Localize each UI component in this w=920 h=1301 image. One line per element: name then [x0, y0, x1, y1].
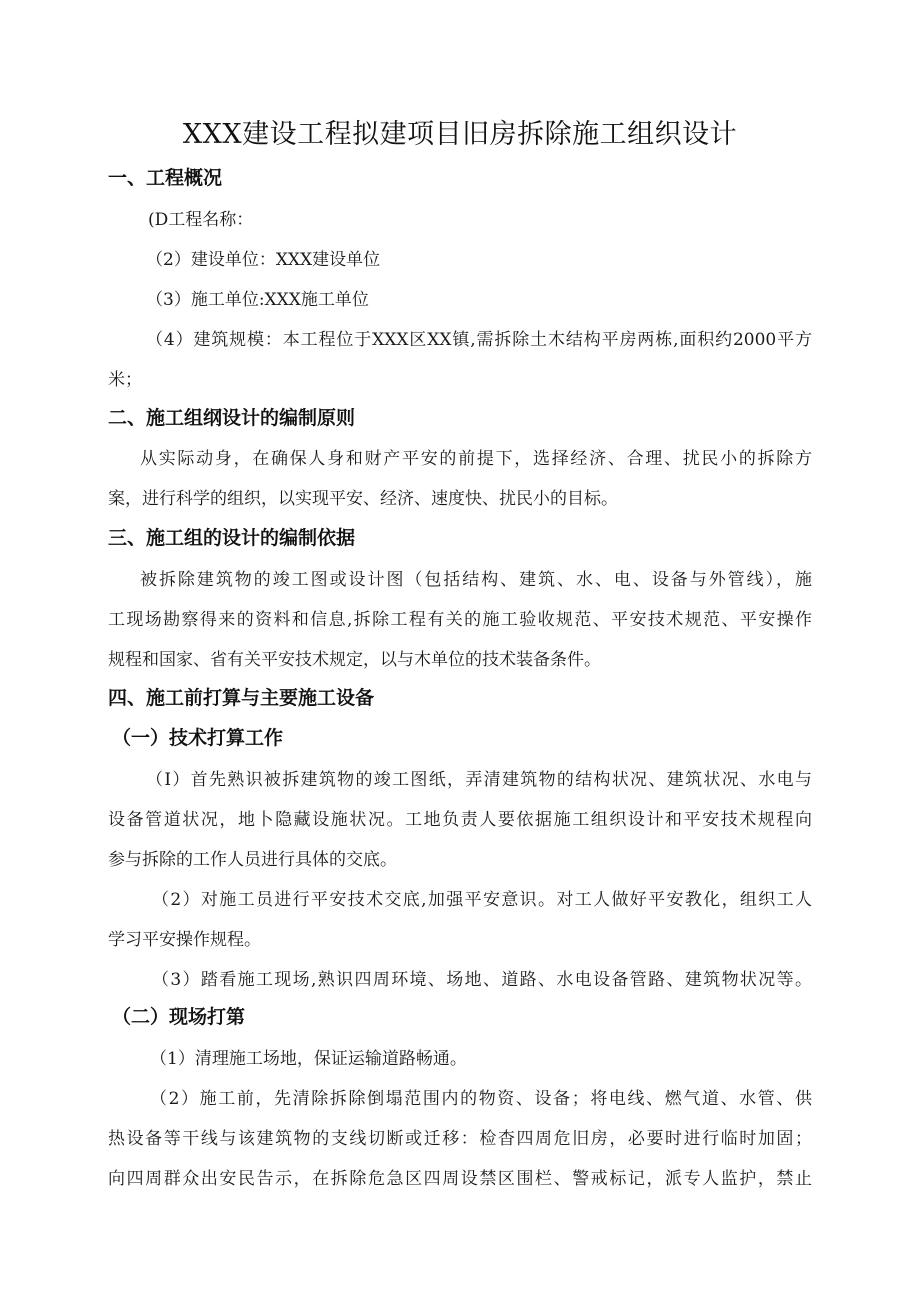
document-title: XXX建设工程拟建项目旧房拆除施工组织设计	[182, 119, 738, 150]
item-builder: （2）建设单位：XXX建设单位	[146, 250, 381, 270]
section-heading-basis: 三、施工组的设计的编制依据	[108, 527, 356, 549]
paragraph-line: 设备管道状况，地卜隐藏设施状况。工地负责人要依据施工组织设计和平安技术规程向	[108, 810, 812, 830]
item-scale: （4）建筑规模：本工程位于XXX区XX镇,需拆除土木结构平房两栋,面积约2000平方	[146, 330, 812, 350]
paragraph-line: （2）施工前，先清除拆除倒塌范围内的物资、设备；将电线、燃气道、水管、供	[150, 1089, 812, 1109]
section-heading-overview: 一、工程概况	[108, 167, 223, 189]
paragraph-line: 规程和国家、省有关平安技术规定，以与木单位的技术装备条件。	[108, 650, 601, 670]
paragraph-line: （2）对施工员进行平安技术交底,加强平安意识。对工人做好平安教化，组织工人	[152, 890, 812, 910]
paragraph-line: 被拆除建筑物的竣工图或设计图（包括结构、建筑、水、电、设备与外管线），施	[140, 570, 812, 590]
subsection-heading-technical: （一）技术打算工作	[112, 727, 284, 749]
paragraph-line: （I）首先熟识被拆建筑物的竣工图纸，弄清建筑物的结构状况、建筑状况、水电与	[146, 770, 812, 790]
paragraph-line: 学习平安操作规程。	[108, 930, 261, 950]
item-scale-continued: 米；	[108, 370, 142, 390]
paragraph-line: （1）清理施工场地，保证运输道路畅通。	[150, 1049, 467, 1069]
item-project-name: (D工程名称：	[148, 210, 254, 230]
paragraph-line: 从实际动身，在确保人身和财产平安的前提下，选择经济、合理、扰民小的拆除方	[140, 449, 812, 469]
paragraph-line: 向四周群众出安民告示，在拆除危急区四周设禁区围栏、警戒标记，派专人监护，禁止	[108, 1169, 812, 1189]
paragraph-line: 参与拆除的工作人员进行具体的交底。	[108, 850, 397, 870]
subsection-heading-site: （二）现场打第	[112, 1006, 246, 1028]
paragraph-line: 工现场勘察得来的资料和信息,拆除工程有关的施工验收规范、平安技术规范、平安操作	[108, 610, 812, 630]
paragraph-line: 热设备等干线与该建筑物的支线切断或迁移：检杳四周危旧房，必要时进行临时加固；	[108, 1129, 812, 1149]
paragraph-line: （3）踏看施工现场,熟识四周环境、场地、道路、水电设备管路、建筑物状况等。	[152, 970, 812, 990]
section-heading-principles: 二、施工组纲设计的编制原则	[108, 407, 356, 429]
section-heading-preparation: 四、施工前打算与主要施工设备	[108, 687, 375, 709]
item-contractor: （3）施工单位:XXX施工单位	[146, 290, 369, 310]
paragraph-line: 案，进行科学的组织，以实现平安、经济、速度快、扰民小的目标。	[108, 489, 618, 509]
